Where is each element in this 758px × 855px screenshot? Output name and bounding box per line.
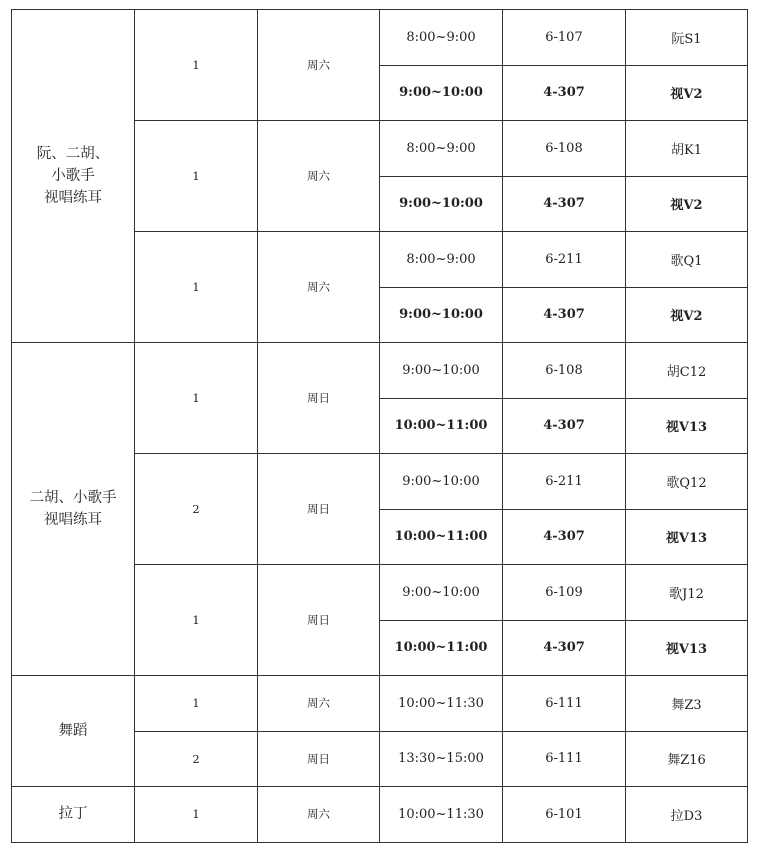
- table-row: [12, 787, 748, 843]
- time-cell: 13:30~15:00: [380, 731, 503, 787]
- session-count-cell: 1: [135, 343, 258, 454]
- weekday-cell: 周六: [258, 121, 380, 232]
- room-cell: 6-107: [503, 10, 626, 66]
- time-cell: 10:00~11:00: [380, 398, 503, 454]
- session-count-cell: 2: [135, 454, 258, 565]
- table-row: [12, 343, 748, 399]
- course-name-line: 阮、二胡、: [36, 146, 110, 162]
- course-name-line: 拉丁: [58, 806, 88, 823]
- room-cell: 6-111: [503, 676, 626, 732]
- weekday-cell: 周日: [258, 454, 380, 565]
- class-code-cell: 拉D3: [626, 787, 748, 843]
- time-cell: 8:00~9:00: [380, 121, 503, 177]
- class-code-cell: 胡K1: [626, 121, 748, 177]
- class-code-cell: 胡C12: [626, 343, 748, 399]
- room-cell: 6-111: [503, 731, 626, 787]
- schedule-body: [12, 10, 748, 843]
- weekday-cell: 周六: [258, 676, 380, 732]
- room-cell: 4-307: [503, 65, 626, 121]
- session-count-cell: 1: [135, 787, 258, 843]
- room-cell: 6-109: [503, 565, 626, 621]
- time-cell: 8:00~9:00: [380, 10, 503, 66]
- weekday-cell: 周日: [258, 565, 380, 676]
- time-cell: 9:00~10:00: [380, 287, 503, 343]
- time-cell: 9:00~10:00: [380, 65, 503, 121]
- room-cell: 4-307: [503, 287, 626, 343]
- course-name-line: 小歌手: [51, 168, 95, 184]
- schedule-table: [11, 9, 748, 843]
- course-name-line: 视唱练耳: [44, 190, 102, 206]
- session-count-cell: 2: [135, 731, 258, 787]
- class-code-cell: 视V2: [626, 65, 748, 121]
- weekday-cell: 周六: [258, 10, 380, 121]
- room-cell: 6-108: [503, 121, 626, 177]
- time-cell: 8:00~9:00: [380, 232, 503, 288]
- time-cell: 10:00~11:00: [380, 509, 503, 565]
- course-name-line: 舞蹈: [58, 723, 88, 739]
- class-code-cell: 阮S1: [626, 10, 748, 66]
- room-cell: 4-307: [503, 620, 626, 676]
- time-cell: 9:00~10:00: [380, 454, 503, 510]
- time-cell: 9:00~10:00: [380, 565, 503, 621]
- course-name-line: 二胡、小歌手: [29, 490, 117, 506]
- table-row: [12, 10, 748, 66]
- room-cell: 4-307: [503, 509, 626, 565]
- room-cell: 4-307: [503, 176, 626, 232]
- course-name-cell: [12, 787, 135, 843]
- time-cell: 9:00~10:00: [380, 343, 503, 399]
- course-name-cell: [12, 343, 135, 676]
- class-code-cell: 歌Q12: [626, 454, 748, 510]
- room-cell: 4-307: [503, 398, 626, 454]
- room-cell: 6-108: [503, 343, 626, 399]
- session-count-cell: 1: [135, 10, 258, 121]
- class-code-cell: 视V13: [626, 620, 748, 676]
- time-cell: 10:00~11:30: [380, 676, 503, 732]
- room-cell: 6-211: [503, 454, 626, 510]
- weekday-cell: 周日: [258, 731, 380, 787]
- session-count-cell: 1: [135, 121, 258, 232]
- class-code-cell: 视V2: [626, 176, 748, 232]
- room-cell: 6-101: [503, 787, 626, 843]
- weekday-cell: 周六: [258, 787, 380, 843]
- class-code-cell: 歌Q1: [626, 232, 748, 288]
- course-name-cell: [12, 10, 135, 343]
- course-name-line: 视唱练耳: [44, 512, 102, 528]
- time-cell: 10:00~11:00: [380, 620, 503, 676]
- room-cell: 6-211: [503, 232, 626, 288]
- class-code-cell: 视V2: [626, 287, 748, 343]
- session-count-cell: 1: [135, 676, 258, 732]
- weekday-cell: 周日: [258, 343, 380, 454]
- class-code-cell: 舞Z3: [626, 676, 748, 732]
- class-code-cell: 视V13: [626, 509, 748, 565]
- session-count-cell: 1: [135, 232, 258, 343]
- class-code-cell: 舞Z16: [626, 731, 748, 787]
- class-code-cell: 视V13: [626, 398, 748, 454]
- course-name-cell: [12, 676, 135, 787]
- weekday-cell: 周六: [258, 232, 380, 343]
- table-row: [12, 676, 748, 732]
- time-cell: 9:00~10:00: [380, 176, 503, 232]
- session-count-cell: 1: [135, 565, 258, 676]
- time-cell: 10:00~11:30: [380, 787, 503, 843]
- class-code-cell: 歌J12: [626, 565, 748, 621]
